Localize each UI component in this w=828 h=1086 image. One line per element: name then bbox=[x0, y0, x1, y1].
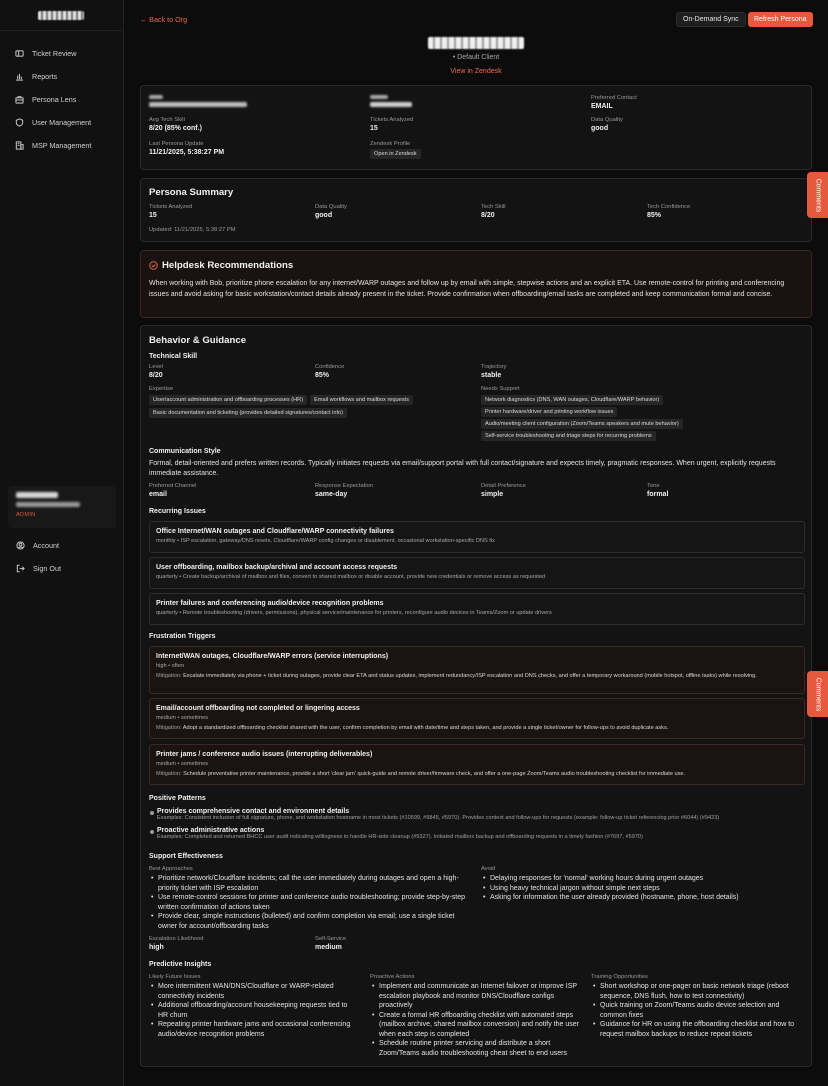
bullet-dot bbox=[150, 811, 154, 815]
positive-patterns-title: Positive Patterns bbox=[149, 795, 206, 802]
shield-icon bbox=[15, 118, 24, 127]
sidebar bbox=[0, 0, 124, 1086]
skill-confidence: Confidence 85% bbox=[315, 364, 345, 379]
recommendations-text: When working with Bob, prioritize phone escalation for any internet/WARP outages and follow up by email with simple, stepwise actions and an explicit ETA. Use remote-control for printing and conferencing issues and avoid asking for basic workstation/contact details already present in the ticket. Provide confirmation when offboarding/email tasks are completed and keep communication formal and concise. bbox=[149, 280, 785, 298]
comments-tab[interactable] bbox=[807, 172, 828, 218]
skill-trajectory: Trajectory stable bbox=[481, 364, 507, 379]
frustration-item: Printer jams / conference audio issues (interrupting deliverables) medium • sometimes Mitigation: Schedule preventative printer maintenance, provide a short 'clear jam' quick-guide and remote driver/firmware check, and offer a one-page Zoom/Teams audio troubleshooting checklist for immediate use. bbox=[149, 744, 805, 785]
summary-quality: Data Quality good bbox=[315, 204, 347, 219]
recurring-issue-item: Printer failures and conferencing audio/device recognition problems quarterly • Remote troubleshooting (drivers, permissions), physical service/maintenance for printers, reconfigure audio devices in Teams/Zoom or update drivers bbox=[149, 593, 805, 625]
communication-style-text: Formal, detail-oriented and prefers written records. Typically initiates requests via email/support portal with full contact/signature and expects timely, pragmatic responses. When urgent, explicitly requests immediate assistance. bbox=[149, 460, 776, 477]
support-effectiveness-title: Support Effectiveness bbox=[149, 853, 223, 860]
logo-image bbox=[38, 11, 84, 20]
sidebar-item-user-management[interactable] bbox=[0, 111, 123, 134]
predictive-insights-title: Predictive Insights bbox=[149, 961, 212, 968]
expertise-label: Expertise bbox=[149, 386, 174, 392]
email-field-redacted bbox=[149, 95, 247, 107]
training-opportunities-list bbox=[591, 982, 805, 1039]
needs-support-label: Needs Support bbox=[481, 386, 520, 392]
sidebar-item-ticket-review[interactable] bbox=[0, 42, 123, 65]
sidebar-item-label: Reports bbox=[32, 72, 58, 81]
frustration-triggers-title: Frustration Triggers bbox=[149, 633, 216, 640]
sidebar-bottom-nav bbox=[0, 534, 124, 580]
persona-summary-title: Persona Summary bbox=[149, 187, 234, 198]
sidebar-nav bbox=[0, 31, 123, 157]
sidebar-item-label: Ticket Review bbox=[32, 49, 77, 58]
best-approach-item: • Provide clear, simple instructions (bulleted) and confirm completion via email; use a single ticket owner for account/offboarding tasks bbox=[149, 912, 471, 931]
best-approaches-label: Best Approaches bbox=[149, 866, 193, 872]
technical-skill-title: Technical Skill bbox=[149, 353, 198, 360]
avoid-item: • Asking for information the user already provided (hostname, phone, host details) bbox=[481, 893, 803, 903]
sidebar-item-label: Sign Out bbox=[33, 564, 61, 573]
proactive-actions-list bbox=[370, 982, 582, 1058]
last-persona-update: Last Persona Update 11/21/2025, 5:38:27 PM bbox=[149, 141, 225, 156]
sidebar-item-label: User Management bbox=[32, 118, 92, 127]
detail-preference: Detail Preference simple bbox=[481, 483, 526, 498]
summary-tickets: Tickets Analyzed 15 bbox=[149, 204, 193, 219]
sidebar-item-reports[interactable] bbox=[0, 65, 123, 88]
app-logo[interactable] bbox=[0, 0, 123, 31]
proactive-action-item: • Schedule routine printer servicing and distribute a short Zoom/Teams audio troubleshooting cheat sheet to end users bbox=[370, 1039, 582, 1058]
recurring-issue-item: Office Internet/WAN outages and Cloudflare/WARP connectivity failures monthly • ISP escalation, gateway/DNS resets, Cloudflare/WARP config changes or disablement, occasional workstation-specific DNS fix bbox=[149, 521, 805, 553]
communication-style-title: Communication Style bbox=[149, 448, 221, 455]
open-in-zendesk-button[interactable]: Open in Zendesk bbox=[370, 149, 421, 159]
sign-out-icon bbox=[16, 564, 25, 573]
response-expectation: Response Expectation same-day bbox=[315, 483, 374, 498]
avoid-label: Avoid bbox=[481, 866, 496, 872]
persona-icon bbox=[15, 95, 24, 104]
helpdesk-recommendations-card bbox=[140, 250, 812, 318]
future-issue-item: • More intermittent WAN/DNS/Cloudflare or WARP-related connectivity incidents bbox=[149, 982, 359, 1001]
expertise-chip: User/account administration and offboarding processes (HR) bbox=[149, 395, 307, 405]
refresh-persona-button[interactable]: Refresh Persona bbox=[748, 12, 813, 27]
summary-confidence: Tech Confidence 85% bbox=[647, 204, 691, 219]
needs-chip: Audio/meeting client configuration (Zoom/Teams speakers and mute behavior) bbox=[481, 419, 683, 429]
comments-tab-secondary[interactable] bbox=[807, 671, 828, 717]
check-circle-icon bbox=[149, 261, 158, 270]
future-issue-item: • Repeating printer hardware jams and occasional conferencing audio/device recognition problems bbox=[149, 1020, 359, 1039]
data-quality: Data Quality good bbox=[591, 117, 623, 132]
main-content bbox=[124, 0, 828, 1086]
bullet-dot bbox=[150, 830, 154, 834]
needs-chip: Self-service troubleshooting and triage steps for recurring problems bbox=[481, 431, 656, 441]
persona-summary-card bbox=[140, 178, 812, 242]
self-service: Self-Service medium bbox=[315, 936, 347, 951]
back-to-org-link[interactable]: ← Back to Org bbox=[140, 15, 188, 24]
profile-card bbox=[140, 85, 812, 170]
training-item: • Short workshop or one-pager on basic network triage (reboot sequence, DNS flush, how to test connectivity) bbox=[591, 982, 805, 1001]
avoid-item: • Using heavy technical jargon without simple next steps bbox=[481, 884, 803, 894]
current-user-card bbox=[8, 486, 116, 528]
training-item: • Guidance for HR on using the offboarding checklist and how to request mailbox backups to reduce repeat tickets bbox=[591, 1020, 805, 1039]
on-demand-sync-button[interactable]: On-Demand Sync bbox=[676, 12, 746, 27]
needs-support-chips bbox=[481, 395, 801, 441]
persona-name-redacted bbox=[428, 37, 524, 49]
sidebar-item-persona-lens[interactable] bbox=[0, 88, 123, 111]
comments-tab-label: Comments bbox=[814, 677, 821, 711]
user-role-badge: ADMIN bbox=[16, 512, 36, 518]
escalation-likelihood: Escalation Likelihood high bbox=[149, 936, 204, 951]
proactive-action-item: • Create a formal HR offboarding checklist with automated steps (mailbox archive, shared mailbox conversion) and notify the user when each step is completed bbox=[370, 1011, 582, 1040]
sidebar-item-label: Account bbox=[33, 541, 59, 550]
proactive-action-item: • Implement and communicate an Internet failover or improve ISP escalation playbook and monitor DNS/Cloudflare configs proactively bbox=[370, 982, 582, 1011]
best-approaches-list bbox=[149, 874, 471, 931]
summary-updated: Updated: 11/21/2025, 5:38:27 PM bbox=[149, 227, 236, 233]
preferred-contact: Preferred Contact EMAIL bbox=[591, 95, 637, 110]
phone-field-redacted bbox=[370, 95, 412, 107]
proactive-actions-label: Proactive Actions bbox=[370, 974, 415, 980]
best-approach-item: • Prioritize network/Cloudflare incidents; call the user immediately during outages and open a high-priority ticket with ISP escalation bbox=[149, 874, 471, 893]
positive-pattern-item: Provides comprehensive contact and environment details Examples: Consistent inclusion of full signature, phone, and workstation hostname in most tickets (#10599, #9845, #5970). Provides context and follow-ups for requests (example: follow-up ticket referencing prior #6044) (#9423) bbox=[157, 808, 720, 821]
sidebar-item-label: MSP Management bbox=[32, 141, 92, 150]
future-issue-item: • Additional offboarding/account housekeeping requests tied to HR churn bbox=[149, 1001, 359, 1020]
avoid-list bbox=[481, 874, 803, 903]
summary-skill: Tech Skill 8/20 bbox=[481, 204, 506, 219]
user-name-redacted bbox=[16, 492, 58, 498]
avoid-item: • Delaying responses for 'normal' working hours during urgent outages bbox=[481, 874, 803, 884]
user-email-redacted bbox=[16, 502, 80, 507]
training-opportunities-label: Training Opportunities bbox=[591, 974, 648, 980]
tone: Tone formal bbox=[647, 483, 669, 498]
positive-pattern-item: Proactive administrative actions Examples: Completed and returned BHCC user audit indicating willingness to handle HR-side cleanup (#5327). Initiated mailbox backup and offboarding requests in a timely fashion (#7697, #5970) bbox=[157, 827, 643, 840]
training-item: • Quick training on Zoom/Teams audio device selection and common fixes bbox=[591, 1001, 805, 1020]
expertise-chip: Basic documentation and ticketing (provides detailed signatures/contact info) bbox=[149, 408, 347, 418]
view-in-zendesk-link[interactable]: View in Zendesk bbox=[450, 68, 502, 75]
recommendations-title: Helpdesk Recommendations bbox=[162, 260, 294, 271]
frustration-item: Email/account offboarding not completed or lingering access medium • sometimes Mitigation: Adopt a standardized offboarding checklist shared with the user, confirm completion by email with date/time and steps taken, and provide a single ticket/owner for follow-ups to avoid duplicate asks. bbox=[149, 698, 805, 739]
sidebar-item-msp-management[interactable] bbox=[0, 134, 123, 157]
best-approach-item: • Use remote-control sessions for printer and conference audio troubleshooting; provide step-by-step written confirmation of actions taken bbox=[149, 893, 471, 912]
behavior-guidance-card bbox=[140, 325, 812, 1067]
account-icon bbox=[16, 541, 25, 550]
comments-tab-label: Comments bbox=[814, 178, 821, 212]
needs-chip: Network diagnostics (DNS, WAN outages, Cloudflare/WARP behavior) bbox=[481, 395, 663, 405]
expertise-chips bbox=[149, 395, 469, 421]
sidebar-item-account[interactable] bbox=[0, 534, 124, 557]
bar-chart-icon bbox=[15, 72, 24, 81]
preferred-channel: Preferred Channel email bbox=[149, 483, 197, 498]
sidebar-item-label: Persona Lens bbox=[32, 95, 77, 104]
skill-level: Level 8/20 bbox=[149, 364, 163, 379]
likely-future-issues-list bbox=[149, 982, 359, 1039]
client-name: • Default Client bbox=[452, 54, 500, 61]
sidebar-item-sign-out[interactable] bbox=[0, 557, 124, 580]
behavior-title: Behavior & Guidance bbox=[149, 335, 247, 346]
building-icon bbox=[15, 141, 24, 150]
zendesk-profile: Zendesk Profile Open in Zendesk bbox=[370, 141, 421, 159]
expertise-chip: Email workflows and mailbox requests bbox=[310, 395, 413, 405]
ticket-icon bbox=[15, 49, 24, 58]
tickets-analyzed: Tickets Analyzed 15 bbox=[370, 117, 414, 132]
needs-chip: Printer hardware/driver and printing workflow issues bbox=[481, 407, 617, 417]
recurring-issue-item: User offboarding, mailbox backup/archival and account access requests quarterly • Create backup/archival of mailbox and files, convert to shared mailbox or disable account, provide new credentials or remove access as requested bbox=[149, 557, 805, 589]
avg-tech-skill: Avg Tech Skill 8/20 (85% conf.) bbox=[149, 117, 202, 132]
frustration-item: Internet/WAN outages, Cloudflare/WARP errors (service interruptions) high • often Mitigation: Escalate immediately via phone + ticket during outages, provide clear ETA and status updates, implement redundancy/ISP escalation and DNS checks, and offer a temporary workaround (mobile hotspot, offline tasks) while resolving. bbox=[149, 646, 805, 694]
likely-future-issues-label: Likely Future Issues bbox=[149, 974, 201, 980]
recurring-issues-title: Recurring Issues bbox=[149, 508, 206, 515]
